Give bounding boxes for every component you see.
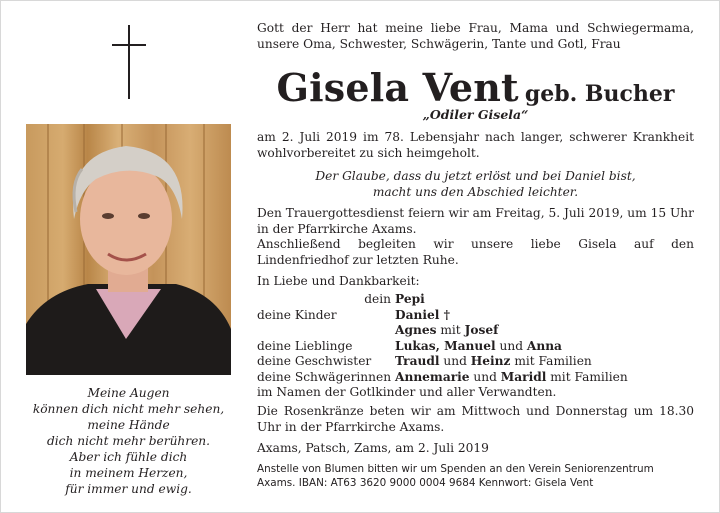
nickname: „Odiler Gisela“ [422, 107, 529, 122]
cross-icon [112, 25, 146, 99]
donation-note: Anstelle von Blumen bitten wir um Spenden an den Verein Seniorenzentrum Axams. IBAN: AT63 3620 9000 0004 9684 Kennwort: Gisela Vent [257, 463, 654, 489]
deceased-name-line [257, 65, 694, 110]
godchildren-line: im Namen der Gotlkinder und aller Verwandten. [257, 385, 557, 399]
kin-row: deine Schwägerinnen Annemarie und Maridl mit Familien [257, 369, 628, 384]
portrait-photo [26, 124, 231, 375]
quote: Der Glaube, dass du jetzt erlöst und bei Daniel bist, macht uns den Abschied leichter. [315, 169, 636, 199]
place-date: Axams, Patsch, Zams, am 2. Juli 2019 [257, 441, 489, 455]
kin-list [257, 292, 694, 401]
rosary-text: Die Rosenkränze beten wir am Mittwoch und Donnerstag um 18.30 Uhr in der Pfarrkirche Axams. [257, 404, 694, 434]
poem: Meine Augen können dich nicht mehr sehen, meine Hände dich nicht mehr berühren. Aber ich fühle dich in meinem Herzen, für immer und ewig. [32, 386, 225, 496]
deceased-name: Gisela Vent [276, 65, 519, 110]
kin-row: deine Lieblinge Lukas, Manuel und Anna [257, 338, 562, 353]
kin-row: dein Pepi [364, 292, 425, 306]
kin-row: deine Geschwister Traudl und Heinz mit Familien [257, 354, 592, 368]
burial-text: Anschließend begleiten wir unsere liebe Gisela auf den Lindenfriedhof zur letzten Ruhe. [257, 237, 694, 267]
death-text: am 2. Juli 2019 im 78. Lebensjahr nach langer, schwerer Krankheit wohlvorbereitet zu sich heimgeholt. [257, 130, 694, 160]
funeral-text: Den Trauergottesdienst feiern wir am Freitag, 5. Juli 2019, um 15 Uhr in der Pfarrkirche Axams. [257, 206, 694, 236]
kin-intro: In Liebe und Dankbarkeit: [257, 274, 420, 288]
maiden-name: geb. Bucher [524, 81, 675, 107]
kin-row: deine Kinder Daniel † [257, 307, 450, 322]
intro-text: Gott der Herr hat meine liebe Frau, Mama und Schwiegermama, unsere Oma, Schwester, Schwägerin, Tante und Gotl, Frau [257, 21, 694, 51]
kin-row: Agnes mit Josef [395, 323, 499, 337]
